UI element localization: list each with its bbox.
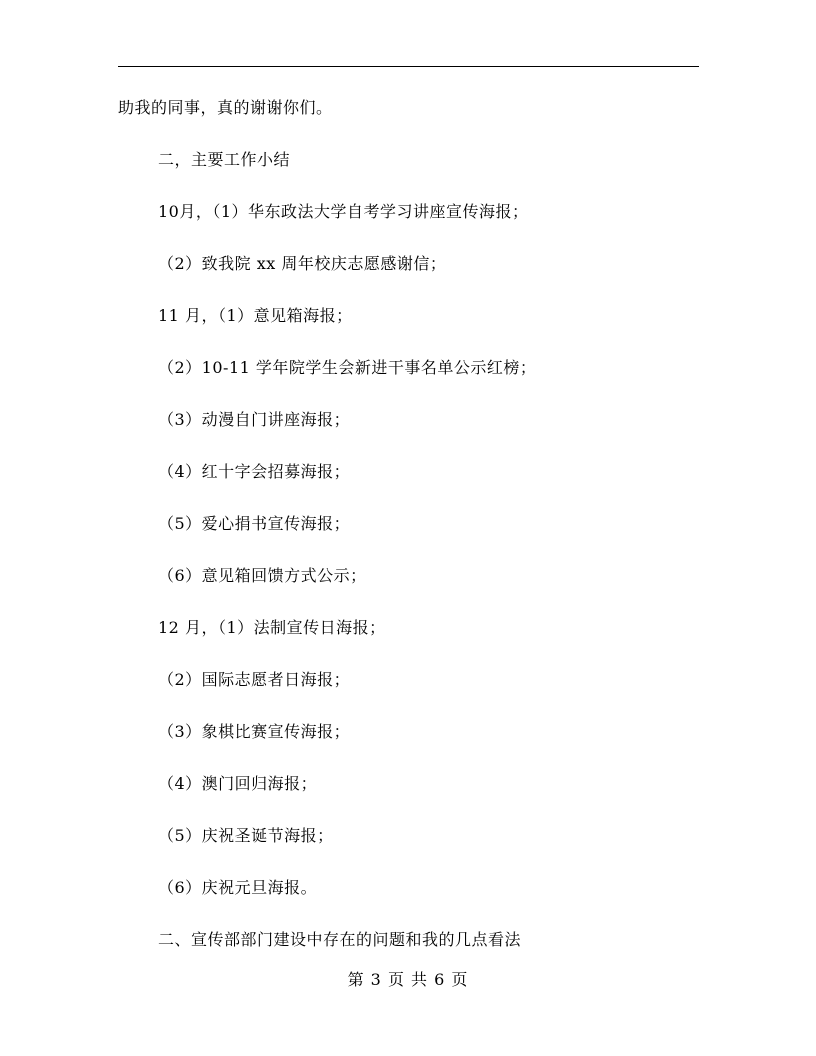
text-line-october-1: 10月，（1）华东政法大学自考学习讲座宣传海报； [158, 202, 529, 221]
section-heading-problems: 二、宣传部部门建设中存在的问题和我的几点看法 [158, 930, 522, 949]
text-line-december-2: （2）国际志愿者日海报； [158, 670, 351, 689]
text-line-december-4: （4）澳门回归海报； [158, 774, 318, 793]
text-line-november-5: （5）爱心捐书宣传海报； [158, 514, 351, 533]
text-line-november-3: （3）动漫自门讲座海报； [158, 410, 351, 429]
text-line-december-1: 12 月，（1）法制宣传日海报； [158, 618, 386, 637]
text-line-december-3: （3）象棋比赛宣传海报； [158, 722, 351, 741]
section-heading-summary: 二，主要工作小结 [158, 150, 291, 169]
text-line-december-5: （5）庆祝圣诞节海报； [158, 826, 334, 845]
page-number-footer: 第 3 页 共 6 页 [347, 970, 469, 989]
text-line-november-4: （4）红十字会招募海报； [158, 462, 351, 481]
text-line-november-1: 11 月，（1）意见箱海报； [158, 306, 353, 325]
text-line-october-2: （2）致我院 xx 周年校庆志愿感谢信； [158, 254, 447, 273]
text-line-1: 助我的同事，真的谢谢你们。 [118, 98, 333, 117]
text-line-november-2: （2）10-11 学年院学生会新进干事名单公示红榜； [158, 358, 537, 377]
text-line-november-6: （6）意见箱回馈方式公示； [158, 566, 367, 585]
text-line-december-6: （6）庆祝元旦海报。 [158, 878, 318, 897]
header-rule [118, 66, 699, 67]
